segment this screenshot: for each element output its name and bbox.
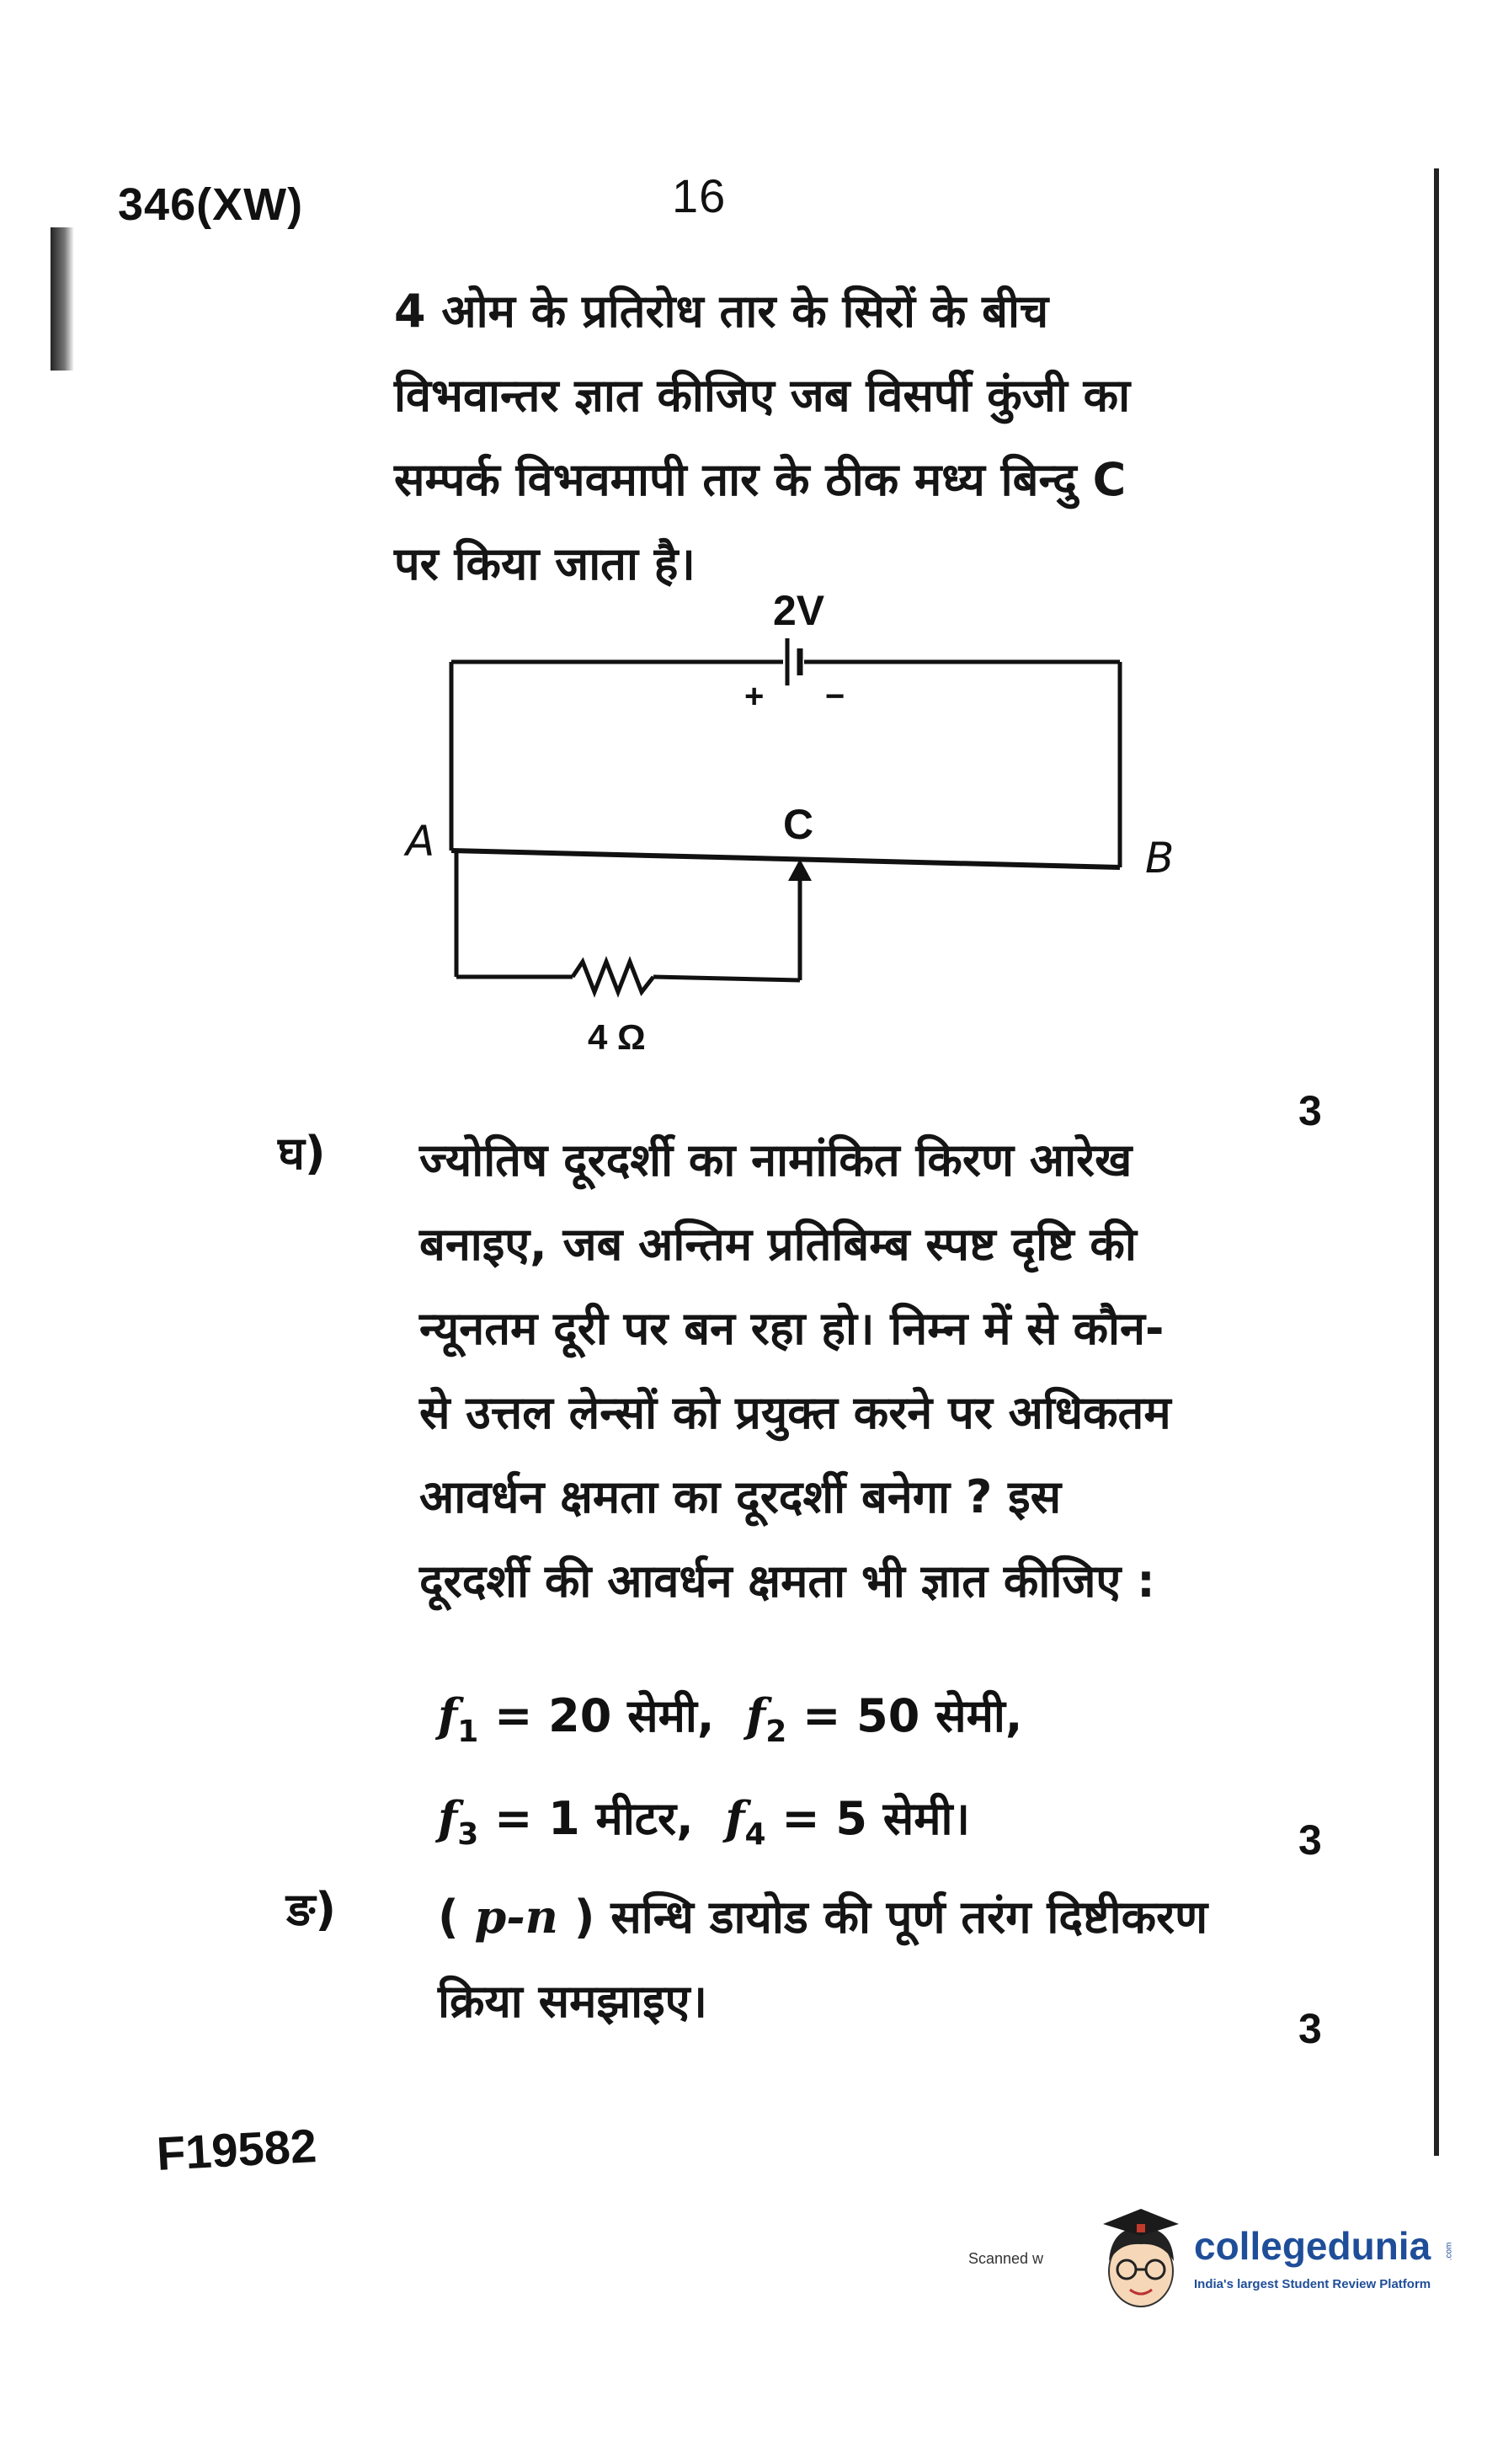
question-gh-label: घ) [278, 1127, 326, 1180]
resistor-branch-bottom-right [653, 977, 800, 980]
question-c-line-1: 4 ओम के प्रतिरोध तार के सिरों के बीच [394, 285, 1049, 338]
question-gh-line-5: आवर्धन क्षमता का दूरदर्शी बनेगा ? इस [419, 1470, 1062, 1523]
resistor-4-ohm [573, 962, 653, 992]
question-gh-marks: 3 [1298, 1816, 1322, 1864]
question-c-line-2: विभवान्तर ज्ञात कीजिए जब विसर्पी कुंजी का [394, 369, 1131, 422]
collegedunia-brand-suffix: .com [1444, 2242, 1454, 2261]
question-ng-line-1: ( p-n ) सन्धि डायोड की पूर्ण तरंग दिष्टीकरण [438, 1890, 1208, 1944]
point-a-label: A [406, 817, 435, 866]
question-ng-text [438, 1875, 1347, 2044]
paper-code: 346(XW) [118, 179, 304, 230]
focal-length-f3: 1 मीटर, [548, 1792, 694, 1845]
scanned-watermark: Scanned w [968, 2250, 1044, 2267]
question-ng-marks: 3 [1298, 2005, 1322, 2052]
question-gh-line-1: ज्योतिष दूरदर्शी का नामांकित किरण आरेख [419, 1133, 1133, 1187]
question-gh-text [419, 1118, 1346, 1624]
focal-lengths-row-2: $f_3 = 1$ मीटर, $f_4 = 5$ सेमी। [438, 1791, 971, 1852]
collegedunia-mascot-logo [1095, 2202, 1187, 2312]
question-ng-line-2: क्रिया समझाइए। [438, 1975, 708, 2028]
question-c-text [394, 269, 1337, 606]
potentiometer-circuit-diagram [387, 581, 1196, 1069]
point-c-label: C [783, 801, 814, 848]
pn-junction-label: p-n [474, 1890, 558, 1944]
focal-length-f2: 50 सेमी, [856, 1689, 1023, 1742]
question-gh-line-2: बनाइए, जब अन्तिम प्रतिबिम्ब स्पष्ट दृष्टि की [419, 1218, 1137, 1271]
question-gh-line-4: से उत्तल लेन्सों को प्रयुक्त करने पर अधिकतम [419, 1386, 1171, 1439]
battery-label: 2V [773, 587, 825, 634]
battery-minus-sign: − [825, 678, 845, 715]
potentiometer-wire [451, 851, 1120, 867]
page-number: 16 [672, 169, 727, 222]
question-ng-label: ङ) [286, 1883, 337, 1936]
question-c-line-4: पर किया जाता है। [394, 537, 696, 590]
point-b-label: B [1145, 834, 1175, 883]
footer-paper-code: F19582 [155, 2119, 318, 2180]
question-gh-line-3: न्यूनतम दूरी पर बन रहा हो। निम्न में से कौन- [419, 1302, 1165, 1355]
resistor-label: 4 Ω [588, 1017, 646, 1057]
scan-edge-mark [51, 227, 74, 371]
question-c-line-3: सम्पर्क विभवमापी तार के ठीक मध्य बिन्दु C [394, 453, 1127, 506]
question-c-marks: 3 [1298, 1087, 1322, 1134]
right-margin-rule [1434, 168, 1439, 2156]
battery-plus-sign: + [744, 678, 765, 715]
question-ng-line-1-text: ) सन्धि डायोड की पूर्ण तरंग दिष्टीकरण [573, 1891, 1208, 1944]
focal-length-f4: 5 सेमी। [835, 1792, 971, 1845]
focal-length-f1: 20 सेमी, [548, 1689, 715, 1742]
jockey-arrow [788, 859, 812, 881]
question-gh-line-6: दूरदर्शी की आवर्धन क्षमता भी ज्ञात कीजिए : [419, 1555, 1155, 1608]
collegedunia-brand-name: collegedunia [1194, 2224, 1431, 2268]
collegedunia-tagline: India's largest Student Review Platform [1194, 2277, 1431, 2291]
focal-lengths-row-1: $f_1 = 20$ सेमी, $f_2 = 50$ सेमी, [438, 1688, 1023, 1749]
